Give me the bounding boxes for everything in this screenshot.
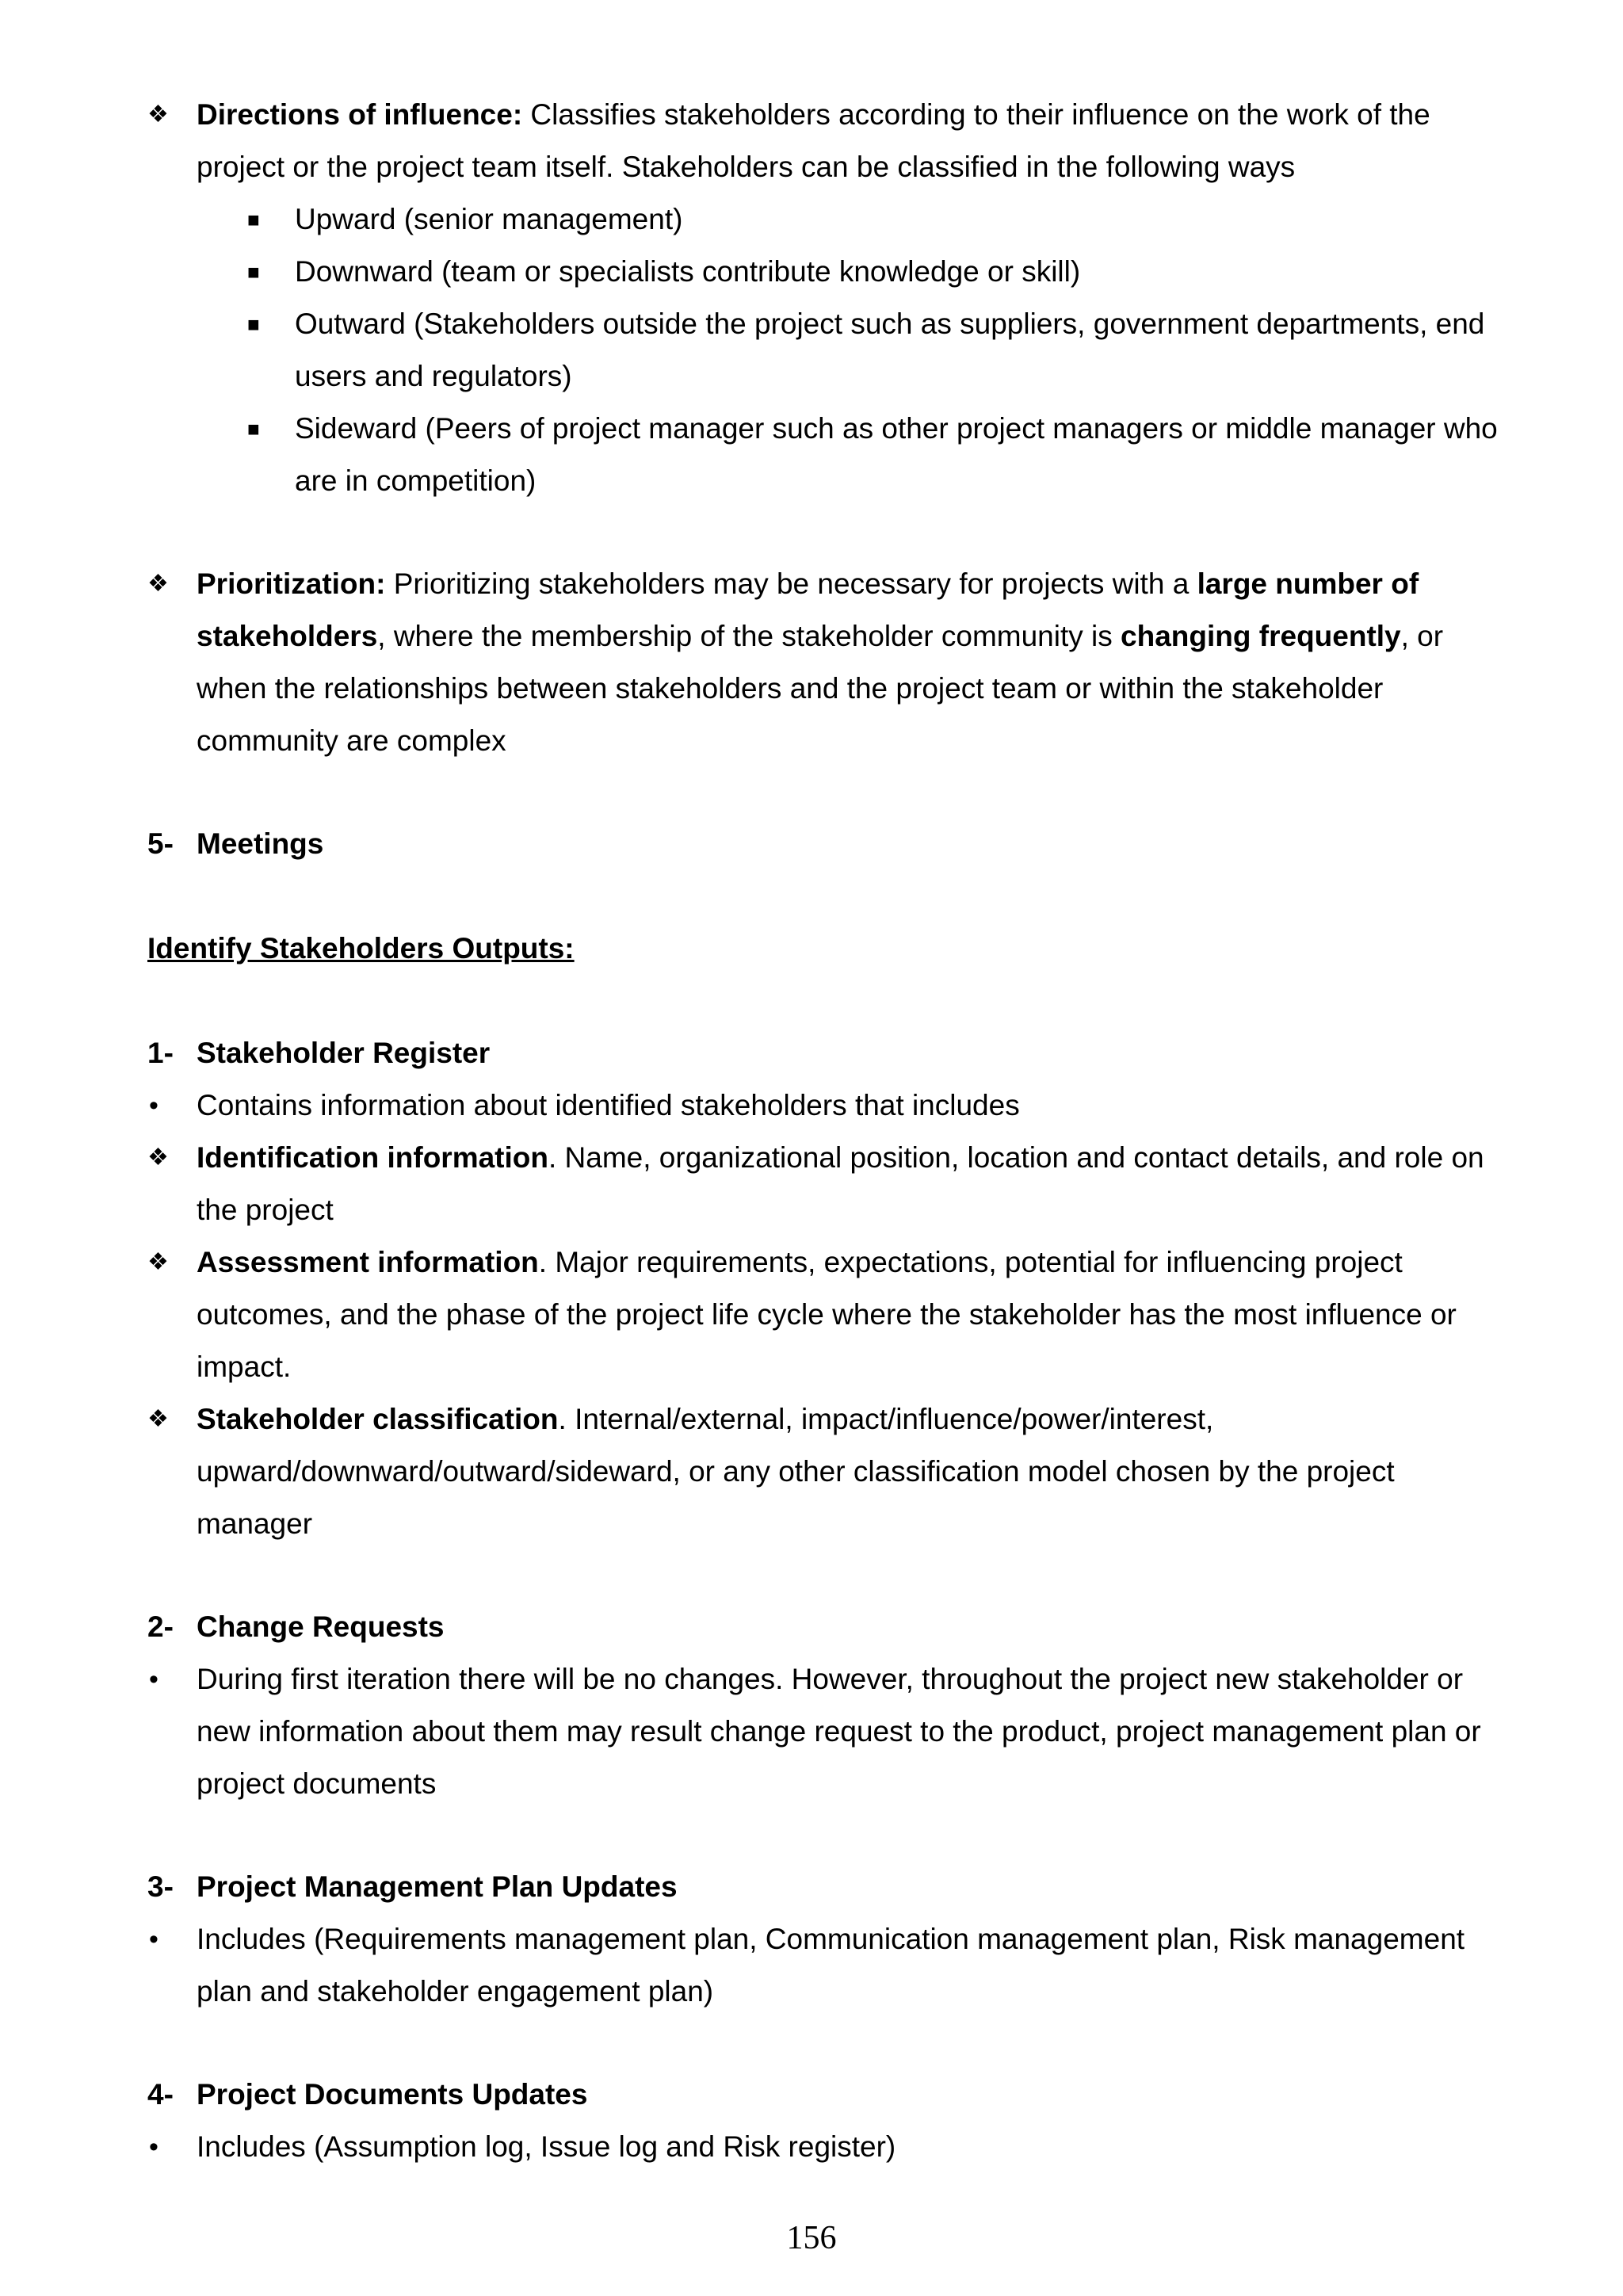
list-item: Contains information about identified stakeholders that includes [197, 1089, 1020, 1121]
assessment-line-3: impact. [197, 1350, 292, 1383]
section-number: 4- [147, 2078, 174, 2111]
list-item: Sideward (Peers of project manager such as other project managers or middle manager who [295, 412, 1498, 445]
change-line-2: new information about them may result change request to the product, project management plan or [197, 1715, 1481, 1748]
round-bullet-icon: • [149, 1091, 158, 1121]
outputs-heading: Identify Stakeholders Outputs: [147, 932, 575, 965]
assessment-line-1: Assessment information. Major requirements, expectations, potential for influencing project [197, 1246, 1403, 1278]
change-line-1: During first iteration there will be no changes. However, throughout the project new stakeholder or [197, 1663, 1464, 1695]
section-heading: Stakeholder Register [197, 1037, 491, 1069]
classification-line-2: upward/downward/outward/sideward, or any other classification model chosen by the project [197, 1455, 1395, 1488]
directions-line-1: Directions of influence: Classifies stakeholders according to their influence on the work of the [197, 98, 1430, 131]
prioritization-line-3: when the relationships between stakeholders and the project team or within the stakeholder [197, 672, 1384, 705]
section-heading: Project Documents Updates [197, 2078, 588, 2111]
classification-line-3: manager [197, 1507, 313, 1540]
identification-line-1: Identification information. Name, organizational position, location and contact details, and role on [197, 1141, 1484, 1174]
list-item: are in competition) [295, 464, 537, 497]
section-heading: Change Requests [197, 1610, 445, 1643]
round-bullet-icon: • [149, 1664, 158, 1694]
prioritization-line-1: Prioritization: Prioritizing stakeholders may be necessary for projects with a large number of [197, 567, 1419, 600]
round-bullet-icon: • [149, 2132, 158, 2162]
square-bullet-icon: ■ [247, 260, 260, 284]
section-heading: Project Management Plan Updates [197, 1870, 678, 1903]
assessment-line-2: outcomes, and the phase of the project life cycle where the stakeholder has the most influence or [197, 1298, 1457, 1331]
list-item: users and regulators) [295, 360, 572, 392]
square-bullet-icon: ■ [247, 208, 260, 231]
square-bullet-icon: ■ [247, 417, 260, 441]
directions-line-2: project or the project team itself. Stakeholders can be classified in the following ways [197, 151, 1296, 183]
diamond-bullet-icon: ❖ [147, 571, 169, 597]
section-number: 3- [147, 1870, 174, 1903]
docs-line-1: Includes (Assumption log, Issue log and Risk register) [197, 2130, 896, 2163]
section-heading: Meetings [197, 827, 324, 860]
diamond-bullet-icon: ❖ [147, 1406, 169, 1432]
list-item: Downward (team or specialists contribute knowledge or skill) [295, 255, 1081, 288]
page-number: 156 [786, 2220, 837, 2256]
list-item: Upward (senior management) [295, 203, 683, 235]
list-item: Outward (Stakeholders outside the project such as suppliers, government departments, end [295, 308, 1485, 340]
diamond-bullet-icon: ❖ [147, 101, 169, 128]
prioritization-line-4: community are complex [197, 724, 506, 757]
classification-line-1: Stakeholder classification. Internal/external, impact/influence/power/interest, [197, 1403, 1214, 1435]
diamond-bullet-icon: ❖ [147, 1249, 169, 1275]
pmplan-line-1: Includes (Requirements management plan, Communication management plan, Risk management [197, 1923, 1465, 1955]
section-number: 1- [147, 1037, 174, 1069]
diamond-bullet-icon: ❖ [147, 1144, 169, 1171]
section-number: 5- [147, 827, 174, 860]
identification-line-2: the project [197, 1194, 334, 1226]
square-bullet-icon: ■ [247, 312, 260, 336]
prioritization-line-2: stakeholders, where the membership of the stakeholder community is changing frequently, or [197, 620, 1444, 652]
change-line-3: project documents [197, 1767, 437, 1800]
round-bullet-icon: • [149, 1924, 158, 1954]
section-number: 2- [147, 1610, 174, 1643]
pmplan-line-2: plan and stakeholder engagement plan) [197, 1975, 714, 2008]
